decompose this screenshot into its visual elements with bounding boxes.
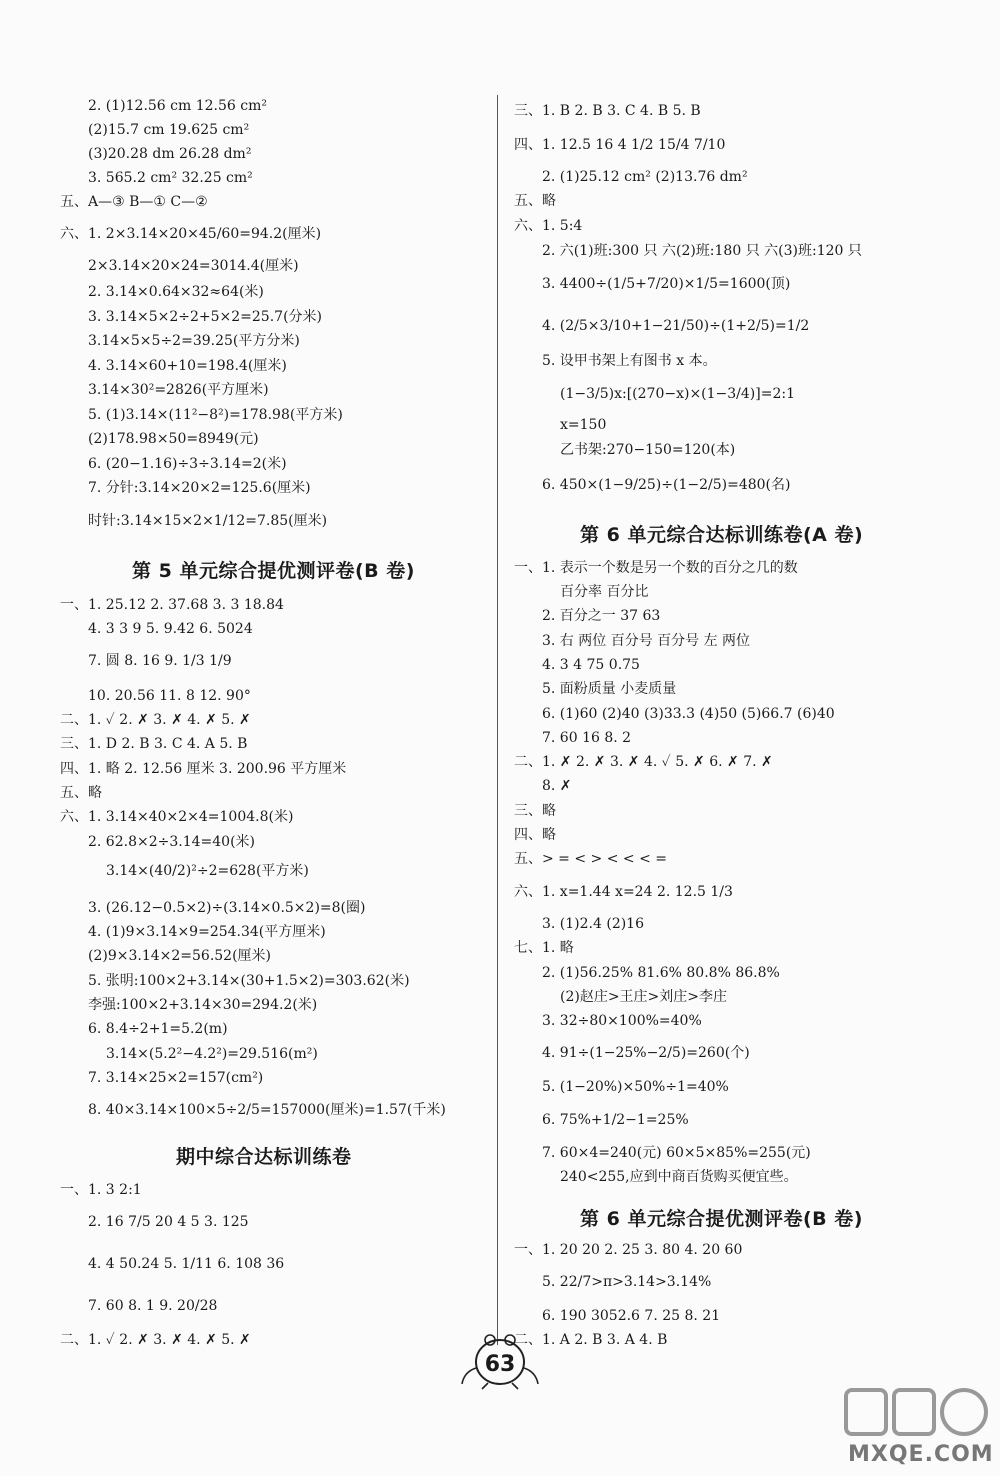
answer-line: 四、1. 略 2. 12.56 厘米 3. 200.96 平方厘米 xyxy=(60,761,347,777)
answer-line: (2)9×3.14×2=56.52(厘米) xyxy=(88,948,272,964)
answer-line: 5. (1−20%)×50%÷1=40% xyxy=(542,1079,729,1095)
answer-line: (2)178.98×50=8949(元) xyxy=(88,431,259,447)
answer-line: 3.14×(5.2²−4.2²)=29.516(m²) xyxy=(106,1046,318,1062)
answer-line: (2)15.7 cm 19.625 cm² xyxy=(88,122,250,138)
answer-line: 3. 3.14×5×2÷2+5×2=25.7(分米) xyxy=(88,309,322,325)
answer-line: 3. (1)2.4 (2)16 xyxy=(542,916,644,932)
answer-line: 三、1. B 2. B 3. C 4. B 5. B xyxy=(514,103,701,119)
answer-line: 2. 百分之一 37 63 xyxy=(542,608,661,624)
answer-line: 百分率 百分比 xyxy=(560,584,649,600)
answer-line: 三、1. D 2. B 3. C 4. A 5. B xyxy=(60,736,248,752)
section-title: 第 5 单元综合提优测评卷(B 卷) xyxy=(132,560,415,582)
answer-line: 4. 91÷(1−25%−2/5)=260(个) xyxy=(542,1045,750,1061)
answer-line: 240<255,应到中商百货购买便宜些。 xyxy=(560,1169,798,1185)
answer-line: 4. (2/5×3/10+1−21/50)÷(1+2/5)=1/2 xyxy=(542,318,810,334)
answer-line: 五、略 xyxy=(514,193,556,209)
answer-line: 8. ✗ xyxy=(542,778,572,794)
answer-line: (1−3/5)x:[(270−x)×(1−3/4)]=2:1 xyxy=(560,386,795,402)
answer-line: 二、1. ✓ 2. ✗ 3. ✗ 4. ✗ 5. ✗ xyxy=(60,1332,251,1348)
section-title: 第 6 单元综合提优测评卷(B 卷) xyxy=(580,1208,863,1230)
answer-line: 6. (20−1.16)÷3÷3.14=2(米) xyxy=(88,456,287,472)
answer-line: 李强:100×2+3.14×30=294.2(米) xyxy=(88,997,318,1013)
answer-line: 8. 40×3.14×100×5÷2/5=157000(厘米)=1.57(千米) xyxy=(88,1102,446,1118)
answer-line: 2×3.14×20×24=3014.4(厘米) xyxy=(88,258,299,274)
answer-line: 六、1. 2×3.14×20×45/60=94.2(厘米) xyxy=(60,226,322,242)
answer-line: 五、略 xyxy=(60,785,102,801)
answer-line: 7. 60×4=240(元) 60×5×85%=255(元) xyxy=(542,1145,811,1161)
answer-line: 2. 62.8×2÷3.14=40(米) xyxy=(88,834,255,850)
answer-line: 4. 3.14×60+10=198.4(厘米) xyxy=(88,358,287,374)
answer-line: 7. 3.14×25×2=157(cm²) xyxy=(88,1070,264,1086)
answer-line: 7. 60 16 8. 2 xyxy=(542,730,632,746)
answer-line: 6. (1)60 (2)40 (3)33.3 (4)50 (5)66.7 (6)40 xyxy=(542,706,835,722)
answer-line: 6. 8.4÷2+1=5.2(m) xyxy=(88,1021,228,1037)
answer-line: 6. 190 3052.6 7. 25 8. 21 xyxy=(542,1308,721,1324)
answer-line: 3. 右 两位 百分号 百分号 左 两位 xyxy=(542,633,751,649)
answer-line: 乙书架:270−150=120(本) xyxy=(560,442,736,458)
answer-line: 二、1. ✗ 2. ✗ 3. ✗ 4. ✓ 5. ✗ 6. ✗ 7. ✗ xyxy=(514,754,773,770)
answer-line: 7. 分针:3.14×20×2=125.6(厘米) xyxy=(88,480,311,496)
answer-line: 一、1. 25.12 2. 37.68 3. 3 18.84 xyxy=(60,597,284,613)
answer-line: 5. 面粉质量 小麦质量 xyxy=(542,681,677,697)
answer-line: (2)赵庄>王庄>刘庄>李庄 xyxy=(560,989,728,1005)
answer-line: 5. 22/7>π>3.14>3.14% xyxy=(542,1274,712,1290)
answer-line: 4. 3 3 9 5. 9.42 6. 5024 xyxy=(88,621,253,637)
answer-line: (3)20.28 dm 26.28 dm² xyxy=(88,146,252,162)
answer-line: 2. (1)56.25% 81.6% 80.8% 86.8% xyxy=(542,965,780,981)
answer-line: 4. 3 4 75 0.75 xyxy=(542,657,640,673)
answer-line: 四、略 xyxy=(514,827,556,843)
answer-line: 5. (1)3.14×(11²−8²)=178.98(平方米) xyxy=(88,407,343,423)
answer-line: 一、1. 表示一个数是另一个数的百分之几的数 xyxy=(514,560,798,576)
page-number: 63 xyxy=(484,1352,516,1377)
answer-line: 3. (26.12−0.5×2)÷(3.14×0.5×2)=8(圈) xyxy=(88,900,366,916)
column-divider xyxy=(497,95,498,1345)
answer-line: 6. 75%+1/2−1=25% xyxy=(542,1112,689,1128)
section-title: 期中综合达标训练卷 xyxy=(176,1146,352,1168)
answer-line: 五、> = < > < < < = xyxy=(514,851,667,867)
answer-line: 5. 张明:100×2+3.14×(30+1.5×2)=303.62(米) xyxy=(88,973,410,989)
watermark-text: MXQE.COM xyxy=(848,1442,994,1467)
answer-line: x=150 xyxy=(560,417,607,433)
answer-line: 3.14×5×5÷2=39.25(平方分米) xyxy=(88,333,300,349)
answer-line: 二、1. A 2. B 3. A 4. B xyxy=(514,1332,668,1348)
answer-line: 5. 设甲书架上有图书 x 本。 xyxy=(542,353,717,369)
answer-line: 3. 565.2 cm² 32.25 cm² xyxy=(88,170,253,186)
answer-line: 4. (1)9×3.14×9=254.34(平方厘米) xyxy=(88,924,326,940)
answer-line: 3. 4400÷(1/5+7/20)×1/5=1600(顶) xyxy=(542,276,791,292)
answer-line: 2. 六(1)班:300 只 六(2)班:180 只 六(3)班:120 只 xyxy=(542,243,862,259)
answer-line: 时针:3.14×15×2×1/12=7.85(厘米) xyxy=(88,513,328,529)
answer-line: 2. (1)25.12 cm² (2)13.76 dm² xyxy=(542,169,748,185)
answer-line: 2. 3.14×0.64×32≈64(米) xyxy=(88,284,264,300)
answer-line: 7. 60 8. 1 9. 20/28 xyxy=(88,1298,218,1314)
answer-line: 三、略 xyxy=(514,803,556,819)
answer-line: 六、1. x=1.44 x=24 2. 12.5 1/3 xyxy=(514,884,733,900)
answer-line: 一、1. 20 20 2. 25 3. 80 4. 20 60 xyxy=(514,1242,743,1258)
answer-line: 七、1. 略 xyxy=(514,940,574,956)
answer-line: 3.14×30²=2826(平方厘米) xyxy=(88,382,269,398)
section-title: 第 6 单元综合达标训练卷(A 卷) xyxy=(580,524,864,546)
answer-line: 3. 32÷80×100%=40% xyxy=(542,1013,702,1029)
answer-line: 2. (1)12.56 cm 12.56 cm² xyxy=(88,98,267,114)
answer-line: 二、1. ✓ 2. ✗ 3. ✗ 4. ✗ 5. ✗ xyxy=(60,712,251,728)
answer-line: 10. 20.56 11. 8 12. 90° xyxy=(88,688,251,704)
answer-line: 一、1. 3 2:1 xyxy=(60,1182,142,1198)
answer-line: 3.14×(40/2)²÷2=628(平方米) xyxy=(106,863,309,879)
answer-line: 六、1. 5:4 xyxy=(514,218,583,234)
answer-line: 五、A—③ B—① C—② xyxy=(60,194,208,210)
answer-line: 6. 450×(1−9/25)÷(1−2/5)=480(名) xyxy=(542,477,791,493)
answer-line: 四、1. 12.5 16 4 1/2 15/4 7/10 xyxy=(514,137,726,153)
answer-line: 六、1. 3.14×40×2×4=1004.8(米) xyxy=(60,809,294,825)
answer-line: 7. 圆 8. 16 9. 1/3 1/9 xyxy=(88,653,232,669)
answer-line: 4. 4 50.24 5. 1/11 6. 108 36 xyxy=(88,1256,285,1272)
answer-line: 2. 16 7/5 20 4 5 3. 125 xyxy=(88,1214,249,1230)
